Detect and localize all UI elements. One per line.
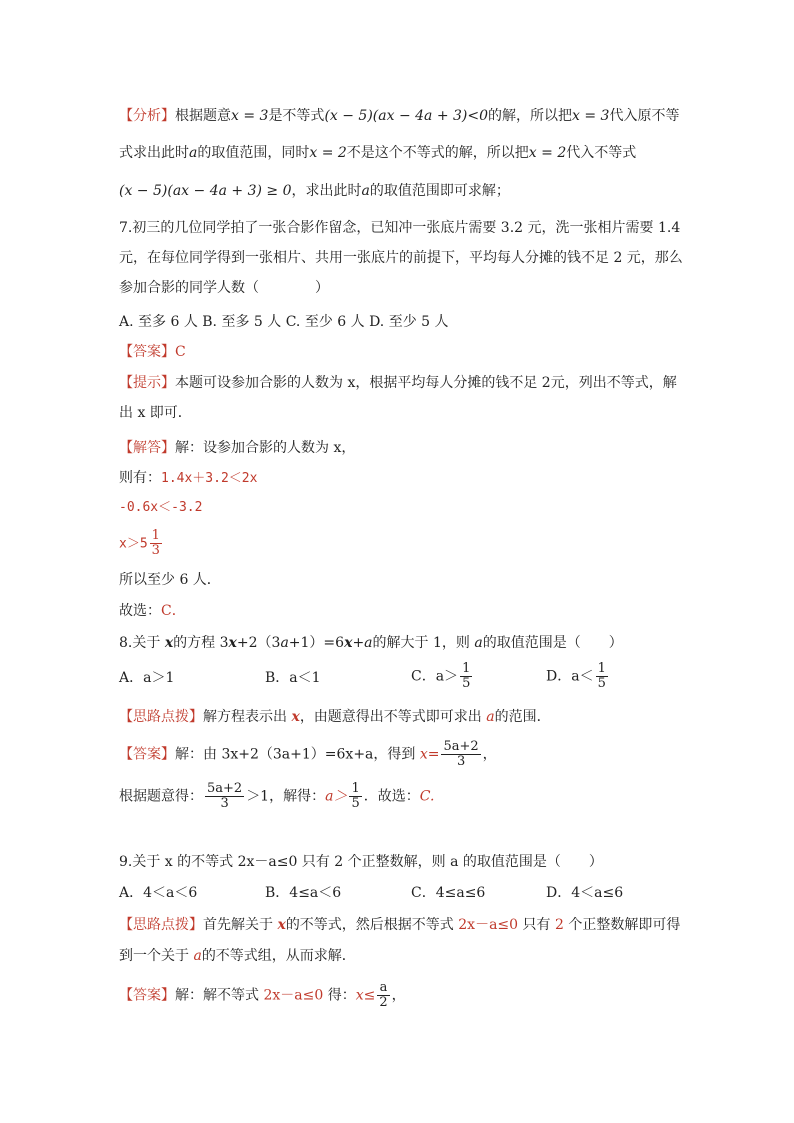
fraction xyxy=(205,782,244,811)
text: 首先解关于 xyxy=(203,917,278,933)
q8-option-a: A．a＞1 xyxy=(119,670,175,686)
numerator: 1 xyxy=(351,781,360,796)
q9-tip-line-2 xyxy=(119,946,356,966)
q8-option-c xyxy=(411,662,474,691)
math: x = 3 xyxy=(572,108,610,124)
math: x xyxy=(344,635,353,651)
solution-tag: 【解答】 xyxy=(119,440,175,456)
text: 的解大于 1，则 xyxy=(372,635,475,651)
q7-hint-line-1 xyxy=(119,373,677,393)
q9-option-d: D．4＜a≤6 xyxy=(546,885,624,901)
math: a xyxy=(280,635,289,651)
answer-tag: 【答案】 xyxy=(119,344,175,360)
text: ，求出此时 xyxy=(291,183,362,199)
math: a xyxy=(189,145,198,161)
q7-options: A. 至多 6 人 B. 至多 5 人 C. 至少 6 人 D. 至少 5 人 xyxy=(119,314,449,330)
fraction xyxy=(377,981,389,1010)
q7-solution-line-5: 所以至少 6 人． xyxy=(119,572,221,588)
text: +1）=6 xyxy=(288,635,345,651)
math: x≤ xyxy=(355,987,376,1004)
answer-value: C． xyxy=(161,603,186,619)
math: a xyxy=(474,635,483,651)
numerator: 1 xyxy=(151,528,160,543)
answer-tag: 【答案】 xyxy=(119,987,175,1004)
text: 的不等式组，从而求解． xyxy=(201,948,356,964)
text: + xyxy=(352,635,365,651)
text: 到一个关于 xyxy=(119,948,194,964)
q9-tip-line-1 xyxy=(119,915,680,935)
math: a xyxy=(193,948,202,964)
q9-option-c: C．4≤a≤6 xyxy=(411,885,486,901)
text: 则有： xyxy=(119,470,161,486)
text: 8.关于 xyxy=(119,635,165,651)
text: ＞1，解得： xyxy=(246,788,326,805)
math: 2x－a≤0 xyxy=(458,917,519,933)
denominator: 3 xyxy=(456,754,466,769)
math: 2 xyxy=(554,917,564,933)
text: 根据题意 xyxy=(175,108,231,124)
text: ， xyxy=(391,987,406,1004)
math: a xyxy=(486,709,495,725)
answer-tag: 【答案】 xyxy=(119,746,175,763)
math: x xyxy=(164,635,174,651)
fraction xyxy=(441,740,480,769)
math: (x − 5)(ax − 4a + 3) ≥ 0 xyxy=(119,183,292,199)
denominator: 5 xyxy=(351,796,360,811)
math: a＞ xyxy=(325,788,348,805)
text: 的取值范围即可求解； xyxy=(369,183,510,199)
text: 根据题意得： xyxy=(119,788,203,805)
analysis-line-1 xyxy=(119,106,679,126)
text: ，由题意得出不等式即可求出 xyxy=(299,709,487,725)
answer-value: C xyxy=(175,344,186,360)
q8-tip xyxy=(119,707,551,727)
math: x xyxy=(277,917,286,933)
analysis-line-2 xyxy=(119,143,636,163)
text: 的方程 3 xyxy=(173,635,229,651)
text: 的解，所以把 xyxy=(488,108,573,124)
math: x = 3 xyxy=(231,108,269,124)
tip-tag: 【思路点拨】 xyxy=(119,709,203,725)
text: 代入不等式 xyxy=(566,145,637,161)
text: 代入原不等 xyxy=(609,108,680,124)
q9-stem: 9.关于 x 的不等式 2x－a≤0 只有 2 个正整数解，则 a 的取值范围是（ ） xyxy=(119,854,603,870)
q7-answer xyxy=(119,342,186,362)
q7-solution-line-1 xyxy=(119,438,355,458)
text: 本题可设参加合影的人数为 x，根据平均每人分摊的钱不足 2元，列出不等式，解 xyxy=(175,375,677,391)
text: 解：解不等式 xyxy=(175,987,264,1004)
text: 的取值范围是（ ） xyxy=(482,635,623,651)
denominator: 2 xyxy=(379,995,388,1010)
q7-solution-line-4 xyxy=(119,529,164,558)
fraction xyxy=(150,529,162,558)
math: 1.4x＋3.2＜2x xyxy=(161,471,258,486)
text: 不是这个不等式的解，所以把 xyxy=(346,145,529,161)
numerator: 5a+2 xyxy=(207,781,243,796)
text: 式求出此时 xyxy=(119,145,189,161)
analysis-line-3 xyxy=(119,181,510,201)
math: x = 2 xyxy=(309,145,347,161)
q9-answer xyxy=(119,981,406,1010)
q8-option-d xyxy=(546,662,610,691)
text: 得： xyxy=(323,987,356,1004)
text: 解：由 3x+2（3a+1）=6x+a，得到 xyxy=(175,746,420,763)
text: 解方程表示出 xyxy=(203,709,292,725)
q9-option-a: A．4＜a＜6 xyxy=(119,885,198,901)
math: 2x－a≤0 xyxy=(263,987,324,1004)
numerator: 5a+2 xyxy=(443,739,479,754)
q8-result xyxy=(119,782,434,811)
text: ， xyxy=(482,746,497,763)
hint-tag: 【提示】 xyxy=(119,375,175,391)
q7-stem-line-2: 元，在每位同学得到一张相片、共用一张底片的前提下，平均每人分摊的钱不足 2 元，那么 xyxy=(119,250,683,266)
math: (x − 5)(ax − 4a + 3)<0 xyxy=(324,108,489,124)
q7-solution-line-3: -0.6x＜-3.2 xyxy=(119,500,203,515)
q7-solution-line-2 xyxy=(119,468,257,489)
text: +2（3 xyxy=(236,635,281,651)
fraction xyxy=(596,662,608,691)
math: a xyxy=(364,635,373,651)
text: C．a＞ xyxy=(411,668,459,685)
text: 个正整数解即可得 xyxy=(563,917,681,933)
fraction xyxy=(460,662,472,691)
denominator: 5 xyxy=(462,676,471,691)
math: x xyxy=(228,635,237,651)
math: x = 2 xyxy=(528,145,567,161)
numerator: 1 xyxy=(597,661,606,676)
text: 故选： xyxy=(119,603,161,619)
text: 只有 xyxy=(518,917,555,933)
q8-answer xyxy=(119,740,497,769)
tip-tag: 【思路点拨】 xyxy=(119,917,203,933)
denominator: 3 xyxy=(151,543,160,558)
fraction xyxy=(349,782,361,811)
q7-solution-line-6 xyxy=(119,601,186,621)
text: 的不等式，然后根据不等式 xyxy=(285,917,459,933)
q9-option-b: B．4≤a＜6 xyxy=(265,885,342,901)
q8-stem xyxy=(119,633,623,653)
denominator: 3 xyxy=(220,796,229,811)
math: x= xyxy=(419,746,440,763)
q7-hint-line-2: 出 x 即可． xyxy=(119,405,192,421)
numerator: a xyxy=(377,981,389,996)
text: ．故选： xyxy=(363,788,420,805)
text: 的取值范围，同时 xyxy=(197,145,310,161)
answer-value: C. xyxy=(419,788,435,805)
math: x xyxy=(291,709,300,725)
numerator: 1 xyxy=(462,661,471,676)
text: 解：设参加合影的人数为 x， xyxy=(175,440,356,456)
text: D．a＜ xyxy=(546,668,594,685)
math: x＞5 xyxy=(119,536,148,552)
analysis-tag: 【分析】 xyxy=(119,108,175,124)
q7-stem-line-3: 参加合影的同学人数（ ） xyxy=(119,280,329,296)
q8-option-b: B．a＜1 xyxy=(265,670,321,686)
math: a xyxy=(361,183,370,199)
text: 的范围． xyxy=(494,709,551,725)
text: 是不等式 xyxy=(268,108,325,124)
denominator: 5 xyxy=(597,676,606,691)
q7-stem-line-1: 7.初三的几位同学拍了一张合影作留念，已知冲一张底片需要 3.2 元，洗一张相片需要 1.4 xyxy=(119,220,681,236)
